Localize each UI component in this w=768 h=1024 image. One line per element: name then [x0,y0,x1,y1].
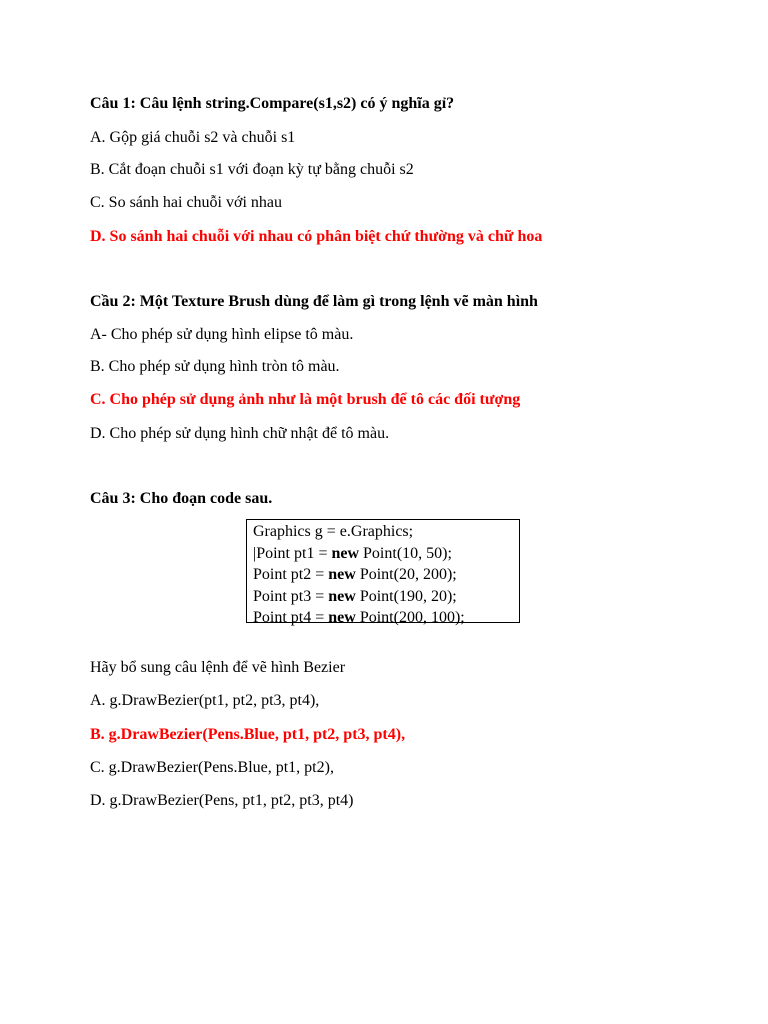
code-line-4-pre: Point pt3 = [253,587,329,605]
code-line-1 [253,521,519,543]
code-snippet-box [246,519,520,626]
q2-option-d: D. Cho phép sử dụng hình chữ nhật để tô màu. [90,425,390,442]
q2-option-b: B. Cho phép sử dụng hình tròn tô màu. [90,358,340,375]
code-keyword-new: new [328,609,356,626]
code-line-3-pre: Point pt2 = [253,566,329,583]
q3-prompt: Hãy bổ sung câu lệnh để vẽ hình Bezier [90,659,346,676]
code-line-2-post: Point(10, 50); [359,544,452,562]
q1-option-d-correct: D. So sánh hai chuỗi với nhau có phân biệt chứ thường và chữ hoa [90,228,543,245]
code-line-2 [253,543,519,565]
code-line-5-pre: Point pt4 = [253,609,329,626]
question-1-title: Câu 1: Câu lệnh string.Compare(s1,s2) có ý nghĩa gỉ? [90,95,455,112]
q2-option-c-correct: C. Cho phép sử dụng ảnh như là một brush để tô các đối tượng [90,391,521,408]
q1-option-c: C. So sánh hai chuỗi với nhau [90,194,282,211]
q2-option-a: A- Cho phép sử dụng hình elipse tô màu. [90,326,354,343]
q3-option-a: A. g.DrawBezier(pt1, pt2, pt3, pt4), [90,692,320,709]
q3-option-c: C. g.DrawBezier(Pens.Blue, pt1, pt2), [90,759,334,776]
q3-option-b-correct: B. g.DrawBezier(Pens.Blue, pt1, pt2, pt3, pt4), [90,726,406,743]
question-2-title: Cầu 2: Một Texture Brush dùng để làm gì trong lệnh vẽ màn hình [90,293,538,310]
question-3-title: Câu 3: Cho đoạn code sau. [90,490,273,507]
code-line-2-pre: |Point pt1 = [253,544,332,562]
code-keyword-new: new [331,544,360,562]
code-line-3-post: Point(20, 200); [355,566,457,583]
code-keyword-new: new [328,587,356,605]
code-line-5 [253,607,519,629]
code-keyword-new: new [328,566,356,583]
q1-option-b: B. Cắt đoạn chuỗi s1 với đoạn kỳ tự bằng chuỗi s2 [90,161,414,178]
code-line-5-post: Point(200, 100); [355,609,465,626]
code-line-1-text: Graphics g = e.Graphics; [253,523,414,540]
q1-option-a: A. Gộp giá chuỗi s2 và chuỗi s1 [90,129,296,146]
code-line-4-post: Point(190, 20); [355,587,457,605]
q3-option-d: D. g.DrawBezier(Pens, pt1, pt2, pt3, pt4) [90,792,354,809]
code-line-4 [253,586,519,608]
code-line-3 [253,564,519,586]
